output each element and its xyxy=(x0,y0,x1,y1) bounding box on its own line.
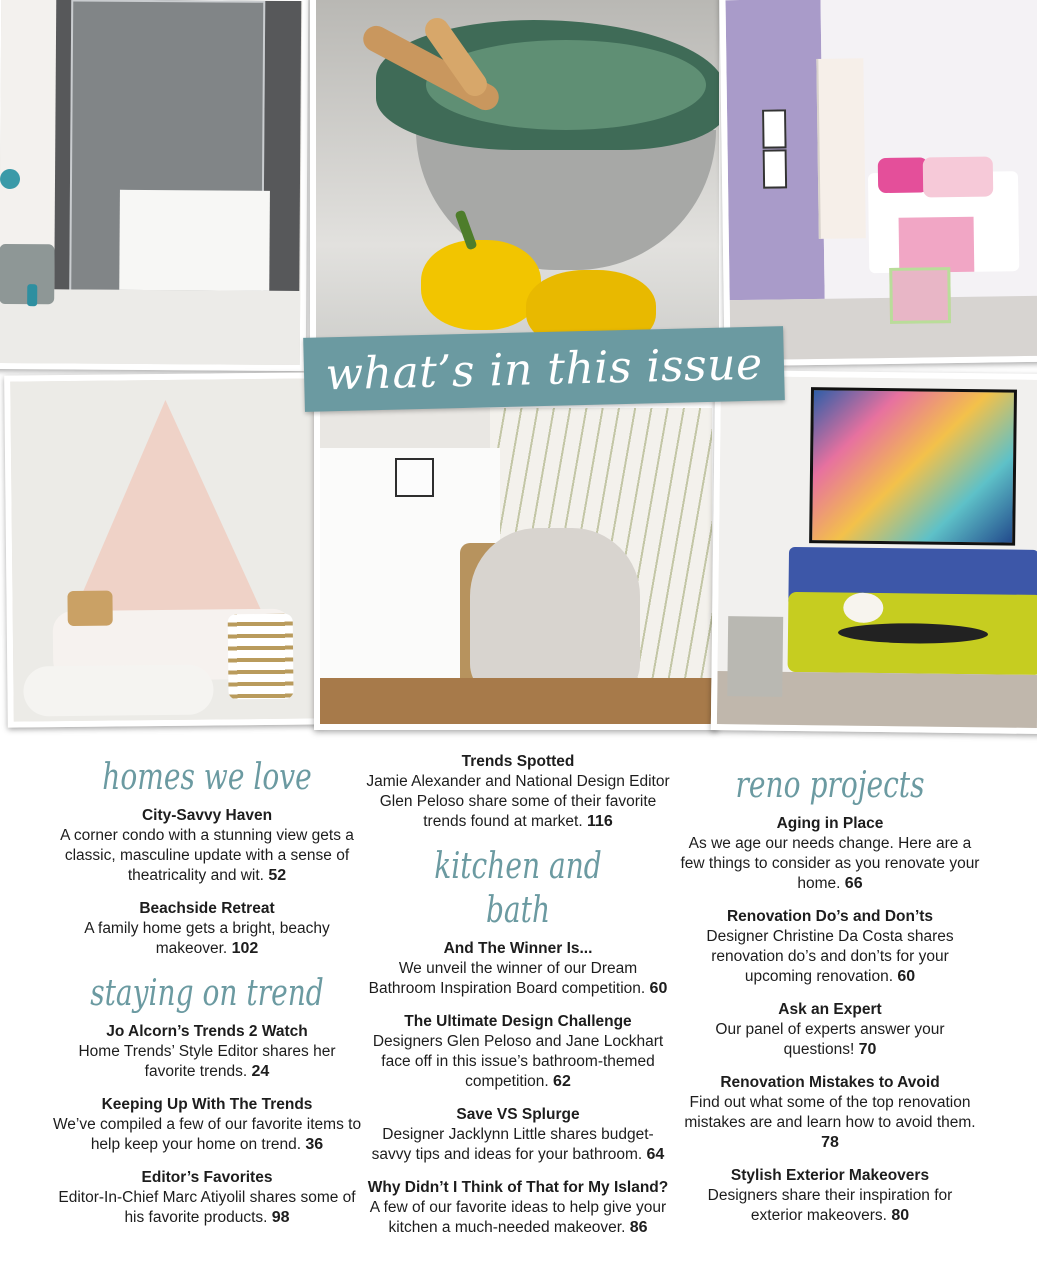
entry-title: City-Savvy Haven xyxy=(141,807,273,824)
entry-title: Trends Spotted xyxy=(461,753,575,770)
column-trends-kitchen-bath xyxy=(365,752,671,1251)
entry-title: Aging in Place xyxy=(776,815,884,832)
entry-title: Stylish Exterior Makeovers xyxy=(730,1167,930,1184)
entry-title: Renovation Do’s and Don’ts xyxy=(726,908,934,925)
toc-entry-ultimate-design-challenge[interactable] xyxy=(365,1012,671,1092)
entry-description: Designer Christine Da Costa shares renovation do’s and don’ts for your upcoming renovation. xyxy=(706,928,954,985)
entry-page-number: 36 xyxy=(305,1136,324,1153)
entry-description: We unveil the winner of our Dream Bathroom Inspiration Board competition. xyxy=(368,960,646,997)
entry-description: A family home gets a bright, beachy makeover. xyxy=(84,920,330,957)
entry-title: Renovation Mistakes to Avoid xyxy=(720,1074,940,1091)
banner-title: what’s in this issue xyxy=(324,338,764,400)
entry-description: Our panel of experts answer your questions! xyxy=(715,1021,945,1058)
toc-entry-trends-spotted[interactable] xyxy=(365,752,671,832)
entry-page-number: 102 xyxy=(231,940,259,957)
column-reno-projects xyxy=(680,760,980,1239)
entry-page-number: 70 xyxy=(858,1041,877,1058)
entry-description: Find out what some of the top renovation mistakes are and learn how to avoid them. xyxy=(684,1094,976,1131)
entry-page-number: 62 xyxy=(553,1073,571,1090)
entry-description: Jamie Alexander and National Design Editor Glen Peloso share some of their favorite trends found at market. xyxy=(366,773,670,830)
entry-description: A few of our favorite ideas to help give your kitchen a much-needed makeover. xyxy=(369,1199,667,1236)
entry-description: Designer Jacklynn Little shares budget-savvy tips and ideas for your bathroom. xyxy=(371,1126,654,1163)
toc-entry-editors-favorites[interactable] xyxy=(52,1168,362,1228)
blanket-photo xyxy=(314,402,718,730)
toc-entry-save-vs-splurge[interactable] xyxy=(365,1105,671,1165)
entry-description: Home Trends’ Style Editor shares her favorite trends. xyxy=(78,1043,336,1080)
entry-title: Ask an Expert xyxy=(778,1001,882,1018)
entry-page-number: 66 xyxy=(844,875,863,892)
toc-entry-beachside-retreat[interactable] xyxy=(52,899,362,959)
entry-description: A corner condo with a stunning view gets a classic, masculine update with a sense of theatricality and wit. xyxy=(60,827,354,884)
entry-page-number: 24 xyxy=(251,1063,270,1080)
kale-bowl-photo xyxy=(310,0,725,344)
section-heading-homes-we-love: homes we love xyxy=(102,757,312,798)
section-heading-kitchen-and-bath: kitchen and bath xyxy=(434,846,602,931)
entry-page-number: 52 xyxy=(268,867,287,884)
entry-page-number: 80 xyxy=(891,1207,910,1224)
entry-page-number: 116 xyxy=(586,813,613,830)
entry-title: Keeping Up With The Trends xyxy=(101,1096,313,1113)
column-homes-and-trends xyxy=(52,752,362,1241)
entry-page-number: 60 xyxy=(649,980,668,997)
toc-entry-city-savvy-haven[interactable] xyxy=(52,806,362,886)
entry-description: We’ve compiled a few of our favorite items to help keep your home on trend. xyxy=(52,1116,362,1153)
entry-description: Editor-In-Chief Marc Atiyolil shares some of his favorite products. xyxy=(58,1189,356,1226)
toc-entry-aging-in-place[interactable] xyxy=(680,814,980,894)
section-heading-reno-projects: reno projects xyxy=(735,765,925,806)
entry-page-number: 60 xyxy=(897,968,916,985)
toc-entry-jo-alcorn-trends[interactable] xyxy=(52,1022,362,1082)
entry-title: Editor’s Favorites xyxy=(141,1169,273,1186)
entry-page-number: 78 xyxy=(821,1134,839,1151)
entry-title: And The Winner Is... xyxy=(443,940,593,957)
canopy-nook-photo xyxy=(4,372,326,727)
entry-description: As we age our needs change. Here are a few things to consider as you renovate your home. xyxy=(680,835,980,892)
shower-photo xyxy=(0,0,308,371)
toc-entry-ask-an-expert[interactable] xyxy=(680,1000,980,1060)
section-heading-staying-on-trend: staying on trend xyxy=(90,973,324,1014)
toc-entry-keeping-up[interactable] xyxy=(52,1095,362,1155)
entry-title: Beachside Retreat xyxy=(139,900,275,917)
bedroom-photo xyxy=(719,0,1037,366)
entry-description: Designers Glen Peloso and Jane Lockhart face off in this issue’s bathroom-themed competition. xyxy=(372,1033,664,1090)
entry-page-number: 98 xyxy=(271,1209,290,1226)
entry-title: Jo Alcorn’s Trends 2 Watch xyxy=(106,1023,308,1040)
toc-entry-winner[interactable] xyxy=(365,939,671,999)
toc-entry-renovation-mistakes[interactable] xyxy=(680,1073,980,1153)
toc-entry-dos-and-donts[interactable] xyxy=(680,907,980,987)
entry-title: The Ultimate Design Challenge xyxy=(404,1013,632,1030)
entry-description: Designers share their inspiration for exterior makeovers. xyxy=(707,1187,953,1224)
sofa-photo xyxy=(711,370,1037,734)
toc-entry-island[interactable] xyxy=(365,1178,671,1238)
entry-title: Why Didn’t I Think of That for My Island? xyxy=(367,1179,669,1196)
entry-page-number: 64 xyxy=(646,1146,665,1163)
issue-banner xyxy=(303,326,785,412)
entry-title: Save VS Splurge xyxy=(456,1106,580,1123)
toc-entry-exterior-makeovers[interactable] xyxy=(680,1166,980,1226)
entry-page-number: 86 xyxy=(629,1219,648,1236)
